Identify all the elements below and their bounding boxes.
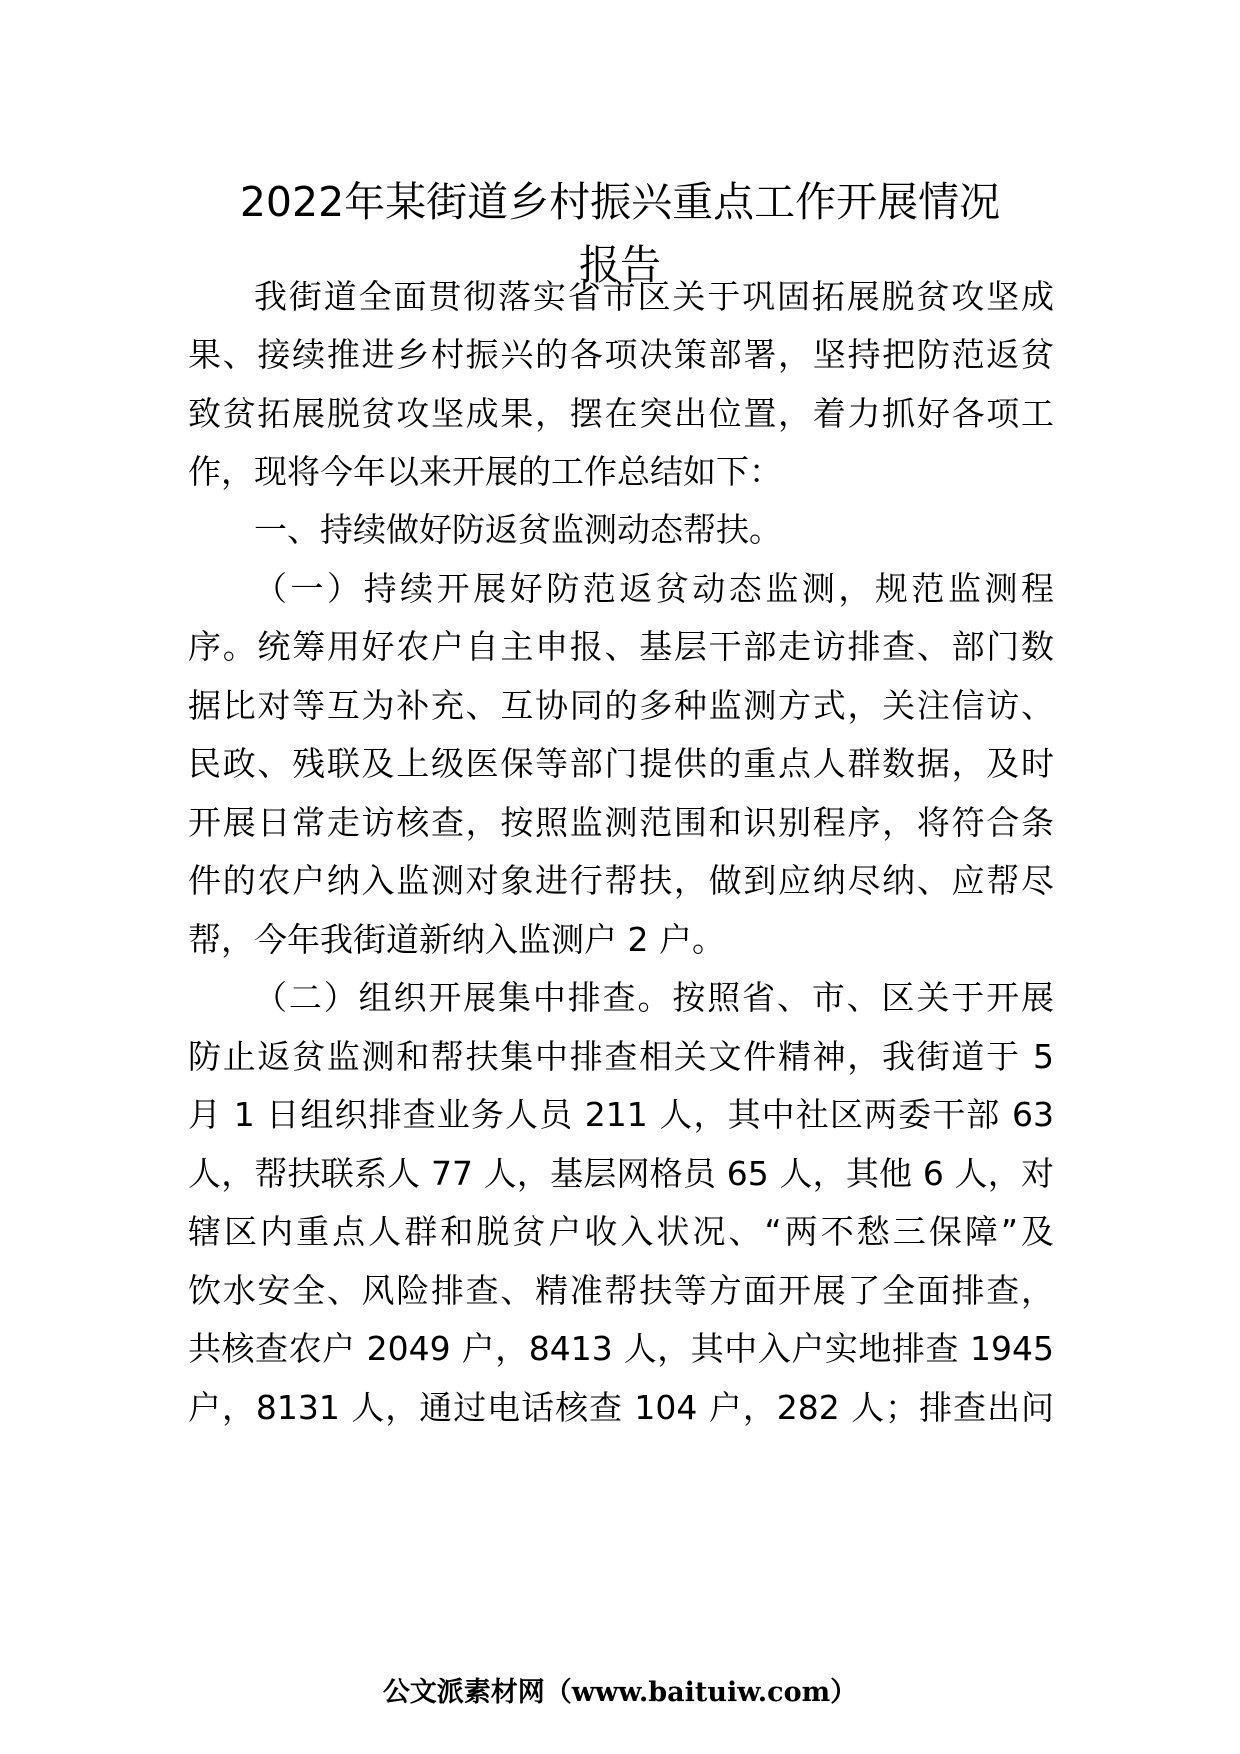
paragraph-2-line-8: 户，8131 人，通过电话核查 104 户，282 人；排查出问 [188, 1388, 1054, 1427]
paragraph-1-line-2: 序。统筹用好农户自主申报、基层干部走访排查、部门数 [188, 627, 1054, 666]
paragraph-2-line-2: 防止返贫监测和帮扶集中排查相关文件精神，我街道于 5 [188, 1037, 1054, 1076]
paragraph-intro-line-4: 作，现将今年以来开展的工作总结如下： [188, 452, 782, 491]
paragraph-2-line-3: 月 1 日组织排查业务人员 211 人，其中社区两委干部 63 [188, 1095, 1054, 1134]
paragraph-2-line-1: （二）组织开展集中排查。按照省、市、区关于开展 [254, 978, 1054, 1017]
paragraph-2-line-7: 共核查农户 2049 户，8413 人，其中入户实地排查 1945 [188, 1329, 1054, 1368]
paragraph-2-line-6: 饮水安全、风险排查、精准帮扶等方面开展了全面排查， [188, 1271, 1054, 1310]
paragraph-1-line-7: 帮，今年我街道新纳入监测户 2 户。 [188, 920, 725, 959]
paragraph-2-line-4: 人，帮扶联系人 77 人，基层网格员 65 人，其他 6 人，对 [188, 1154, 1054, 1193]
document-title-line-1: 2022年某街道乡村振兴重点工作开展情况 [239, 178, 1001, 226]
paragraph-1-line-5: 开展日常走访核查，按照监测范围和识别程序，将符合条 [188, 803, 1054, 842]
section-heading-1: 一、持续做好防返贫监测动态帮扶。 [254, 510, 782, 549]
paragraph-1-line-1: （一）持续开展好防范返贫动态监测，规范监测程 [254, 569, 1054, 608]
paragraph-1-line-6: 件的农户纳入监测对象进行帮扶，做到应纳尽纳、应帮尽 [188, 861, 1054, 900]
document-title-line-2: 报告 [579, 241, 661, 289]
paragraph-2-line-5: 辖区内重点人群和脱贫户收入状况、“两不愁三保障”及 [188, 1212, 1054, 1251]
paragraph-1-line-4: 民政、残联及上级医保等部门提供的重点人群数据，及时 [188, 744, 1054, 783]
paragraph-intro-line-3: 致贫拓展脱贫攻坚成果，摆在突出位置，着力抓好各项工 [188, 394, 1054, 433]
paragraph-intro-line-1: 我街道全面贯彻落实省市区关于巩固拓展脱贫攻坚成 [254, 277, 1054, 316]
paragraph-intro-line-2: 果、接续推进乡村振兴的各项决策部署，坚持把防范返贫 [188, 335, 1054, 374]
paragraph-1-line-3: 据比对等互为补充、互协同的多种监测方式，关注信访、 [188, 686, 1054, 725]
footer-watermark: 公文派素材网（www.baituiw.com） [382, 1677, 858, 1708]
